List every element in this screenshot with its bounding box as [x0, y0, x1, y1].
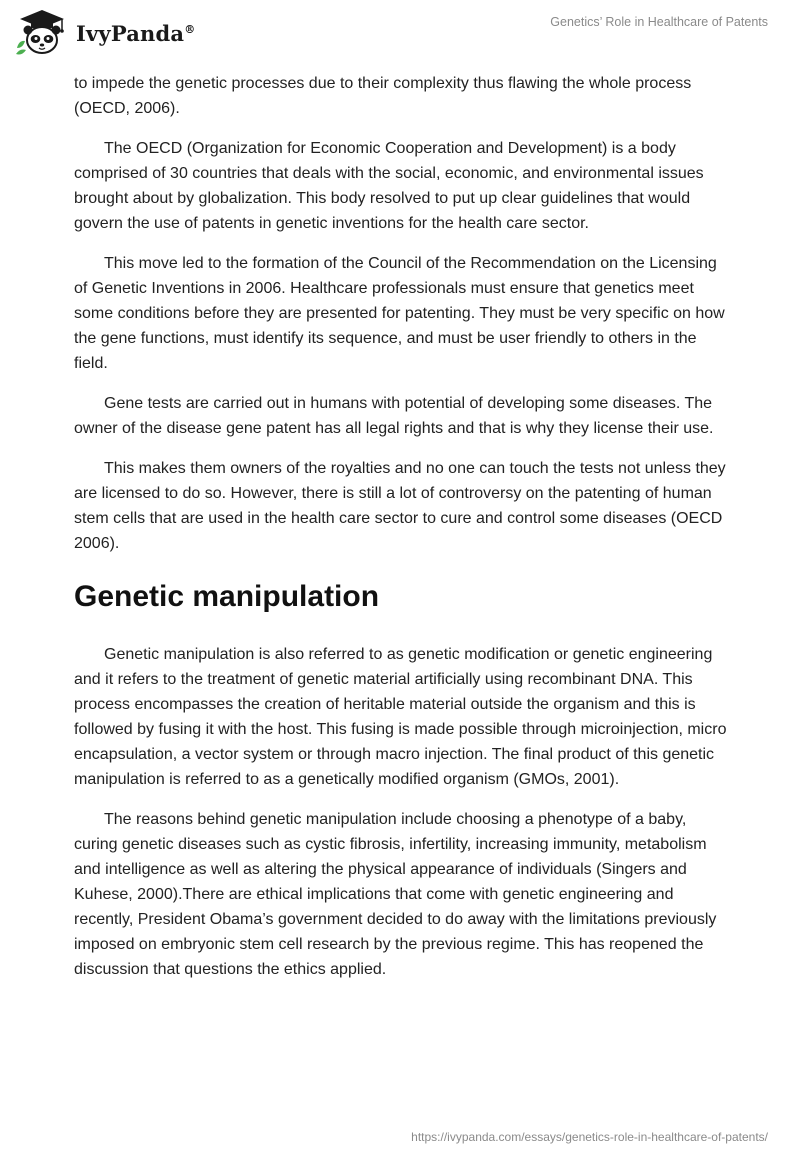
page-header	[0, 0, 800, 66]
logo-wordmark: IvyPanda®	[76, 20, 196, 46]
paragraph: The reasons behind genetic manipulation include choosing a phenotype of a baby, curing genetic diseases such as cystic fibrosis, infertility, increasing immunity, metabolism and intelligence as well as altering the physical appearance of individuals (Singers and Kuhese, 2000).There are ethical implications that come with genetic engineering and recently, President Obama’s government decided to do away with the limitations previously imposed on embryonic stem cell research by the previous regime. This has reopened the discussion that questions the ethics applied.	[74, 811, 717, 978]
essay-content	[74, 71, 730, 997]
section-heading: Genetic manipulation	[74, 580, 380, 613]
paragraph: This move led to the formation of the Council of the Recommendation on the Licensing of Genetic Inventions in 2006. Healthcare professionals must ensure that genetics meet some conditions before they are presented for patenting. They must be very specific on how the gene functions, must identify its sequence, and must be user friendly to others in the field.	[74, 255, 725, 372]
running-title: Genetics’ Role in Healthcare of Patents	[550, 15, 768, 29]
paragraph: Gene tests are carried out in humans with potential of developing some diseases. The owner of the disease gene patent has all legal rights and that is why they license their use.	[74, 395, 714, 437]
paragraph: to impede the genetic processes due to their complexity thus flawing the whole process (OECD, 2006).	[74, 75, 692, 117]
source-url-link[interactable]: https://ivypanda.com/essays/genetics-role-in-healthcare-of-patents/	[411, 1130, 768, 1144]
panda-graduate-icon	[14, 8, 70, 58]
paragraph: This makes them owners of the royalties and no one can touch the tests not unless they are licensed to do so. However, there is still a lot of controversy on the patenting of human stem cells that are used in the health care sector to cure and control some diseases (OECD 2006).	[74, 460, 726, 552]
paragraph: The OECD (Organization for Economic Cooperation and Development) is a body comprised of 30 countries that deals with the social, economic, and environmental issues brought about by globalization. This body resolved to put up clear guidelines that would govern the use of patents in genetic inventions for the health care sector.	[74, 140, 704, 232]
ivypanda-logo[interactable]	[14, 8, 195, 58]
paragraph: Genetic manipulation is also referred to as genetic modification or genetic engineering and it refers to the treatment of genetic material artificially using recombinant DNA. This process encompasses the creation of heritable material outside the organism and this is followed by fusing it with the host. This fusing is made possible through microinjection, micro encapsulation, a vector system or through macro injection. The final product of this genetic manipulation is referred to as a genetically modified organism (GMOs, 2001).	[74, 646, 727, 788]
